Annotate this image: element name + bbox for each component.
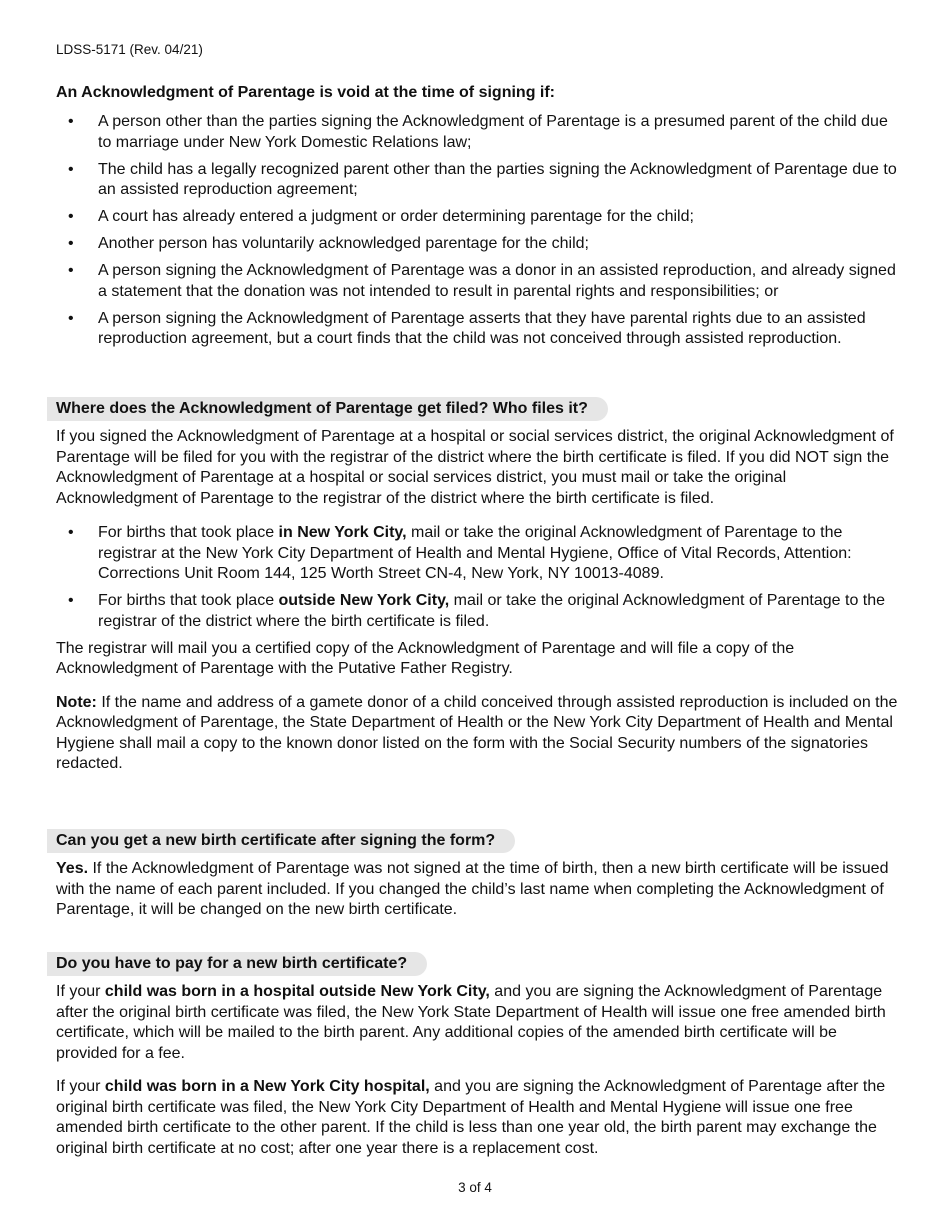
bullet-mark: • (68, 113, 74, 130)
registrar-text: The registrar will mail you a certified copy of the Acknowledgment of Parentage and will file a copy of the Acknowledgment of Parentage with the Putative Father Registry. (56, 639, 795, 677)
list-item: • For births that took place outside New York City, mail or take the original Acknowledgment of Parentage to the registrar of the district where the birth certificate is filed. (68, 592, 886, 630)
pay-section-heading: Do you have to pay for a new birth certificate? (47, 952, 427, 976)
filing-section-body (56, 427, 898, 775)
bullet-mark: • (68, 309, 74, 327)
new-cert-section-heading: Can you get a new birth certificate after signing the form? (47, 829, 515, 853)
filing-section-heading: Where does the Acknowledgment of Parentage get filed? Who files it? (47, 397, 608, 421)
filing-intro: If you signed the Acknowledgment of Parentage at a hospital or social services district, the original Acknowledgment of Parentage will be filed for you with the registrar of the district where the birth certificate is filed. If you did NOT sign the Acknowledgment of Parentage at a hospital or social services district, you must mail or take the original Acknowledgment of Parentage to the registrar of the district where the birth certificate is filed. (56, 428, 894, 507)
donor-note: Note: If the name and address of a gamete donor of a child conceived through assisted reproduction is included on the Acknowledgment of Parentage, the State Department of Health or the New York City Department of Health and Mental Hygiene shall mail a copy to the known donor listed on the form with the Social Security numbers of the signatories redacted. (56, 693, 898, 772)
void-heading: An Acknowledgment of Parentage is void at the time of signing if: (56, 84, 556, 101)
outside-nyc-paragraph: If your child was born in a hospital outside New York City, and you are signing the Acknowledgment of Parentage after the original birth certificate was filed, the New York State Department of Health will issue one free amended birth certificate, which will be mailed to the birth parent. Any additional copies of the amended birth certificate will be provided for a fee. (56, 983, 886, 1062)
new-cert-section-body (56, 859, 898, 921)
list-item: • The child has a legally recognized parent other than the parties signing the Acknowledgment of Parentage due to an assisted reproduction agreement; (68, 160, 897, 198)
void-conditions-list (56, 112, 898, 350)
bullet-mark: • (68, 235, 74, 252)
page-number: 3 of 4 (458, 1180, 492, 1195)
list-item: • Another person has voluntarily acknowledged parentage for the child; (56, 234, 898, 255)
list-item: • For births that took place in New York City, mail or take the original Acknowledgment of Parentage to the registrar at the New York City Department of Health and Mental Hygiene, Office of Vital Records, Attention: Corrections Unit Room 144, 125 Worth Street CN-4, New York, NY 10013-4089. (68, 524, 852, 582)
list-item: • A person other than the parties signing the Acknowledgment of Parentage is a presumed parent of the child due to marriage under New York Domestic Relations law; (68, 113, 888, 151)
nyc-hospital-paragraph: If your child was born in a New York City hospital, and you are signing the Acknowledgment of Parentage after the original birth certificate was filed, the New York City Department of Health and Mental Hygiene will issue one free amended birth certificate to the other parent. If the child is less than one year old, the birth parent may exchange the original birth certificate at no cost; after one year there is a replacement cost. (56, 1078, 886, 1157)
bullet-mark: • (68, 524, 74, 541)
form-id: LDSS-5171 (Rev. 04/21) (56, 42, 203, 57)
filing-list (56, 523, 898, 632)
list-item: • A court has already entered a judgment or order determining parentage for the child; (56, 207, 898, 228)
bullet-mark: • (68, 160, 74, 178)
pay-section-body (56, 982, 898, 1159)
list-item: • A person signing the Acknowledgment of Parentage was a donor in an assisted reproduction, and already signed a statement that the donation was not intended to result in parental rights and responsibilities; or (68, 262, 896, 300)
new-cert-text: Yes. If the Acknowledgment of Parentage was not signed at the time of birth, then a new birth certificate will be issued with the name of each parent included. If you changed the child’s last name when completing the Acknowledgment of Parentage, it will be changed on the new birth certificate. (56, 860, 889, 918)
bullet-mark: • (68, 262, 74, 279)
list-item: • A person signing the Acknowledgment of Parentage asserts that they have parental rights due to an assisted reproduction agreement, but a court finds that the child was not conceived through assisted reproduction. (68, 309, 866, 347)
void-list-block (56, 112, 898, 356)
bullet-mark: • (68, 592, 74, 609)
bullet-mark: • (68, 208, 74, 225)
